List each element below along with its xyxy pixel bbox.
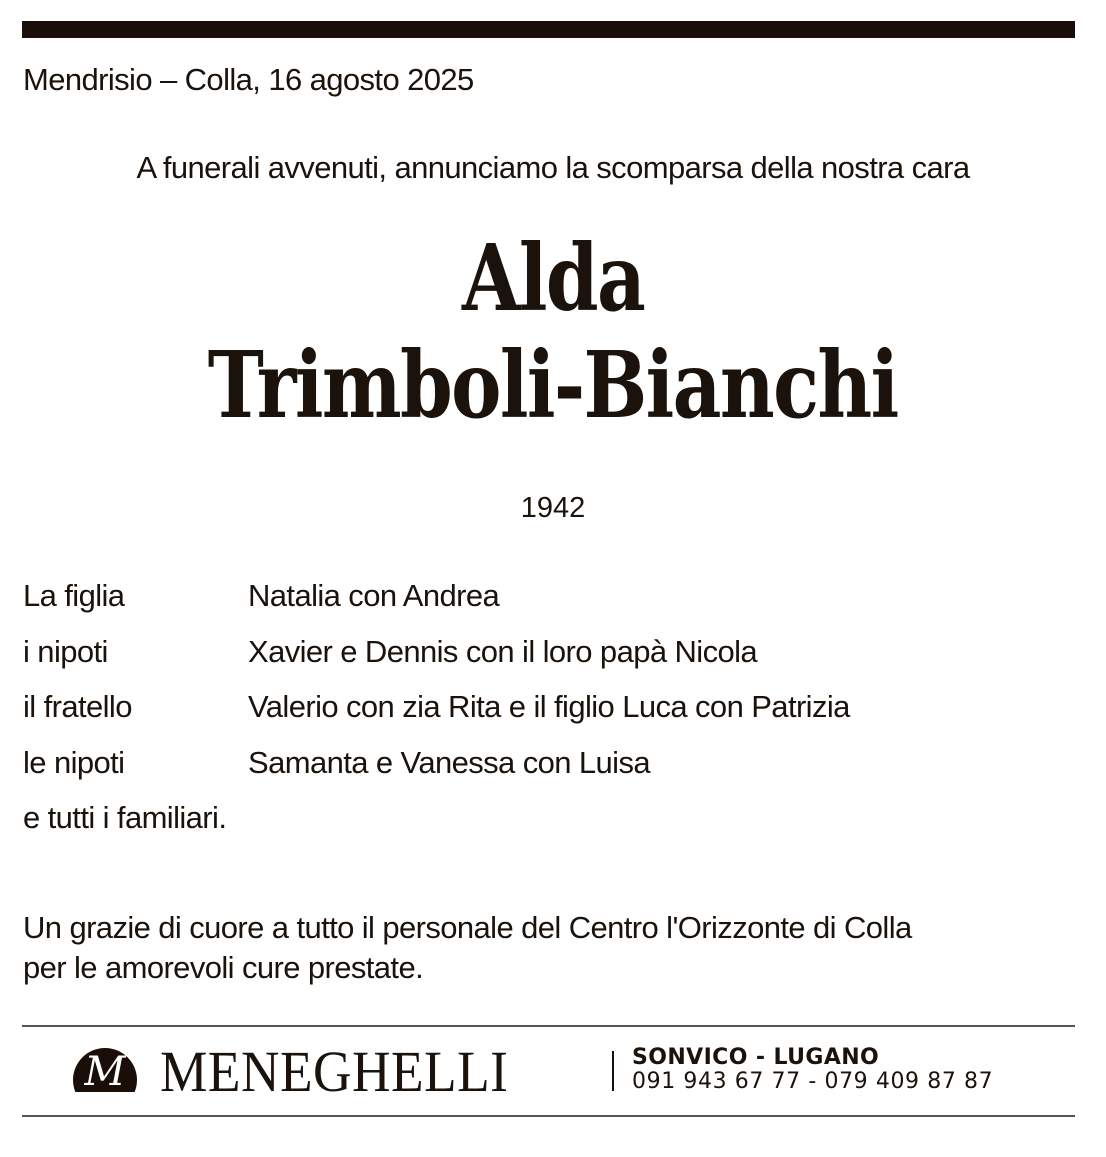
family-closing: e tutti i familiari. bbox=[23, 800, 227, 835]
family-relation: La figlia bbox=[23, 578, 125, 613]
intro-text: A funerali avvenuti, annunciamo la scomparsa della nostra cara bbox=[136, 150, 970, 185]
footer-vertical-separator bbox=[612, 1051, 614, 1091]
family-relation: i nipoti bbox=[23, 633, 108, 669]
contact-phones: 091 943 67 77 - 079 409 87 87 bbox=[632, 1069, 994, 1094]
family-relation: le nipoti bbox=[23, 744, 125, 780]
deceased-last-name bbox=[0, 331, 1106, 439]
contact-location: SONVICO - LUGANO bbox=[632, 1045, 880, 1070]
deceased-first-name bbox=[0, 224, 1106, 332]
logo-script-letter: M bbox=[84, 1049, 126, 1092]
thanks-line-2: per le amorevoli cure prestate. bbox=[23, 950, 424, 985]
thanks-note bbox=[23, 908, 1093, 988]
funeral-home-contact bbox=[632, 1046, 993, 1094]
deceased-last-name-text: Trimboli-Bianchi bbox=[208, 331, 898, 439]
birth-year: 1942 bbox=[520, 492, 586, 524]
top-rule-bar bbox=[22, 21, 1075, 38]
footer-bottom-rule bbox=[22, 1115, 1075, 1117]
family-list bbox=[23, 574, 1083, 840]
deceased-first-name-text: Alda bbox=[461, 224, 645, 332]
family-names: Valerio con zia Rita e il figlio Luca con Patrizia bbox=[248, 689, 850, 724]
family-row bbox=[23, 685, 1083, 741]
family-names: Samanta e Vanessa con Luisa bbox=[248, 744, 650, 780]
funeral-home-logo-icon bbox=[73, 1048, 137, 1092]
family-row bbox=[23, 630, 1083, 686]
family-relation: il fratello bbox=[23, 689, 132, 724]
place-date: Mendrisio – Colla, 16 agosto 2025 bbox=[23, 62, 474, 97]
family-row bbox=[23, 741, 1083, 797]
brand-name: MENEGHELLI bbox=[160, 1039, 509, 1104]
funeral-home-brand bbox=[160, 1039, 539, 1104]
thanks-line-1: Un grazie di cuore a tutto il personale del Centro l'Orizzonte di Colla bbox=[23, 910, 912, 945]
family-names: Xavier e Dennis con il loro papà Nicola bbox=[248, 633, 758, 669]
footer-top-rule bbox=[22, 1025, 1075, 1027]
family-names: Natalia con Andrea bbox=[248, 578, 500, 613]
family-row bbox=[23, 574, 1083, 630]
